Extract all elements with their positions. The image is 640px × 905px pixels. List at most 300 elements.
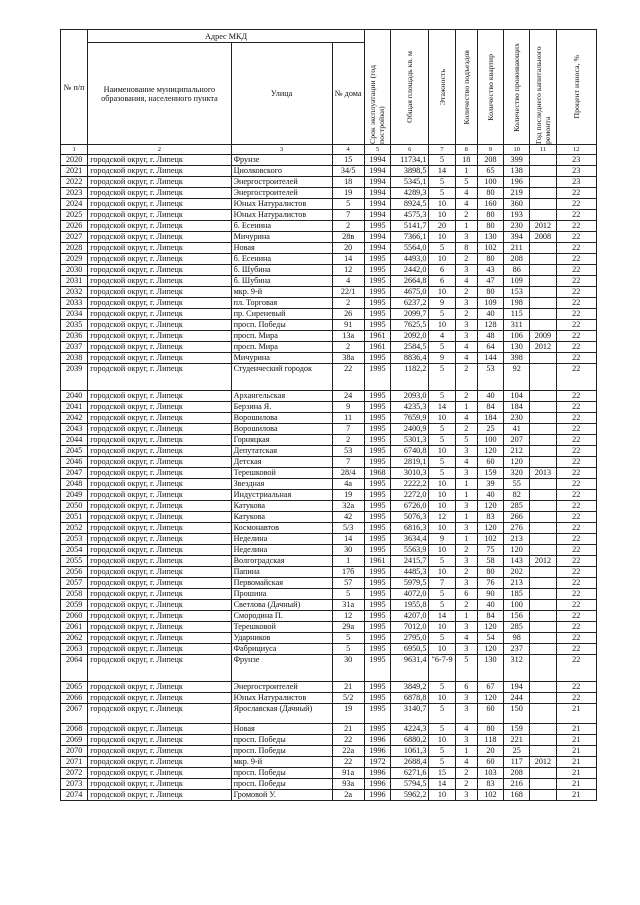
repair-year-cell [530, 402, 556, 413]
municipality-cell: городской округ, г. Липецк [88, 479, 231, 490]
area-cell: 4485,3 [391, 567, 429, 578]
wear-cell: 22 [556, 199, 596, 210]
apartments-cell: 128 [477, 320, 503, 331]
floors-cell: 10 [429, 446, 455, 457]
repair-year-cell [530, 545, 556, 556]
repair-year-cell [530, 779, 556, 790]
residents-cell: 399 [504, 155, 530, 166]
house-cell: 38а [332, 353, 364, 364]
residents-cell: 266 [504, 512, 530, 523]
residents-cell: 150 [504, 704, 530, 724]
apartments-cell: 100 [477, 435, 503, 446]
apartments-cell: 159 [477, 468, 503, 479]
street-cell: Новая [231, 724, 332, 735]
wear-cell: 22 [556, 188, 596, 199]
street-cell: Фабрициуса [231, 644, 332, 655]
year-cell: 1995 [364, 633, 390, 644]
entrances-cell: 4 [455, 342, 477, 353]
area-cell: 3010,3 [391, 468, 429, 479]
year-cell: 1995 [364, 490, 390, 501]
entrances-cell: 6 [455, 682, 477, 693]
apartments-cell: 120 [477, 446, 503, 457]
wear-cell: 22 [556, 287, 596, 298]
row-number: 2035 [61, 320, 88, 331]
house-cell: 20 [332, 243, 364, 254]
floors-cell: 10 [429, 232, 455, 243]
wear-cell: 22 [556, 693, 596, 704]
table-header [61, 30, 597, 155]
street-cell: Архангельская [231, 391, 332, 402]
municipality-cell: городской округ, г. Липецк [88, 556, 231, 567]
repair-year-cell [530, 413, 556, 424]
street-cell: Фрунзе [231, 155, 332, 166]
street-cell: Мичурина [231, 232, 332, 243]
street-cell: Неделина [231, 534, 332, 545]
table-row [61, 523, 597, 534]
house-cell: 1 [332, 556, 364, 567]
municipality-cell: городской округ, г. Липецк [88, 391, 231, 402]
apartments-cell: 54 [477, 633, 503, 644]
municipality-cell: городской округ, г. Липецк [88, 243, 231, 254]
floors-cell: 10 [429, 622, 455, 633]
table-row [61, 221, 597, 232]
municipality-cell: городской округ, г. Липецк [88, 331, 231, 342]
wear-cell: 22 [556, 600, 596, 611]
area-cell: 8836,4 [391, 353, 429, 364]
street-cell: пр. Сиреневый [231, 309, 332, 320]
residents-cell: 115 [504, 309, 530, 320]
municipality-cell: городской округ, г. Липецк [88, 746, 231, 757]
residents-cell: 130 [504, 342, 530, 353]
street-cell: Ворошилова [231, 424, 332, 435]
apartments-cell: 53 [477, 364, 503, 391]
year-cell: 1996 [364, 768, 390, 779]
house-cell: 22/1 [332, 287, 364, 298]
year-cell: 1961 [364, 331, 390, 342]
table-row [61, 644, 597, 655]
apartments-cell: 80 [477, 221, 503, 232]
floors-cell: 5 [429, 435, 455, 446]
house-cell: 14 [332, 534, 364, 545]
area-cell: 2099,7 [391, 309, 429, 320]
repair-year-cell [530, 210, 556, 221]
street-cell: Терешковой [231, 622, 332, 633]
floors-cell: 5 [429, 457, 455, 468]
table-row [61, 534, 597, 545]
municipality-cell: городской округ, г. Липецк [88, 232, 231, 243]
column-number: 5 [364, 145, 390, 155]
floors-cell: 10 [429, 693, 455, 704]
floors-cell: 6 [429, 265, 455, 276]
house-cell: 24 [332, 391, 364, 402]
table-row [61, 768, 597, 779]
wear-cell: 22 [556, 468, 596, 479]
area-cell: 4235,3 [391, 402, 429, 413]
row-number: 2021 [61, 166, 88, 177]
floors-cell: 5 [429, 704, 455, 724]
wear-cell: 22 [556, 457, 596, 468]
area-cell: 1182,2 [391, 364, 429, 391]
floors-cell: 5 [429, 188, 455, 199]
year-cell: 1995 [364, 402, 390, 413]
column-number: 10 [504, 145, 530, 155]
year-cell: 1996 [364, 790, 390, 801]
repair-year-cell [530, 644, 556, 655]
municipality-cell: городской округ, г. Липецк [88, 501, 231, 512]
year-cell: 1995 [364, 600, 390, 611]
table-row [61, 779, 597, 790]
entrances-cell: 4 [455, 353, 477, 364]
street-cell: Терешковой [231, 468, 332, 479]
table-row [61, 556, 597, 567]
apartments-cell: 118 [477, 735, 503, 746]
floors-cell: 14 [429, 779, 455, 790]
repair-year-cell [530, 768, 556, 779]
wear-cell: 22 [556, 309, 596, 320]
entrances-cell: 5 [455, 177, 477, 188]
floors-cell: 5 [429, 243, 455, 254]
year-cell: 1995 [364, 287, 390, 298]
street-cell: Энергостроителей [231, 682, 332, 693]
repair-year-cell [530, 611, 556, 622]
row-number: 2070 [61, 746, 88, 757]
wear-cell: 22 [556, 221, 596, 232]
floors-cell: 5 [429, 600, 455, 611]
entrances-cell: 2 [455, 424, 477, 435]
residents-cell: 196 [504, 177, 530, 188]
floors-cell: 10 [429, 287, 455, 298]
row-number: 2032 [61, 287, 88, 298]
apartments-cell: 40 [477, 391, 503, 402]
residents-cell: 100 [504, 600, 530, 611]
row-number: 2040 [61, 391, 88, 402]
residents-cell: 82 [504, 490, 530, 501]
entrances-cell: 4 [455, 724, 477, 735]
year-cell: 1994 [364, 166, 390, 177]
row-number: 2036 [61, 331, 88, 342]
house-cell: 22 [332, 735, 364, 746]
area-cell: 3849,2 [391, 682, 429, 693]
municipality-cell: городской округ, г. Липецк [88, 435, 231, 446]
row-number: 2071 [61, 757, 88, 768]
floors-cell: 10 [429, 479, 455, 490]
table-row [61, 298, 597, 309]
house-cell: 22 [332, 364, 364, 391]
apartments-cell: 120 [477, 501, 503, 512]
year-cell: 1995 [364, 693, 390, 704]
wear-cell: 22 [556, 232, 596, 243]
street-cell: Энергостроителей [231, 177, 332, 188]
column-number: 12 [556, 145, 596, 155]
house-cell: 34/5 [332, 166, 364, 177]
residents-cell: 311 [504, 320, 530, 331]
floors-cell: 10 [429, 320, 455, 331]
house-cell: 28/4 [332, 468, 364, 479]
apartments-cell: 58 [477, 556, 503, 567]
year-cell: 1995 [364, 391, 390, 402]
table-row [61, 177, 597, 188]
house-cell: 5/3 [332, 523, 364, 534]
house-cell: 5 [332, 589, 364, 600]
row-number: 2069 [61, 735, 88, 746]
residents-cell: 221 [504, 735, 530, 746]
table-row [61, 682, 597, 693]
street-cell: просп. Победы [231, 768, 332, 779]
row-number: 2041 [61, 402, 88, 413]
entrances-cell: 18 [455, 155, 477, 166]
street-cell: просп. Мира [231, 342, 332, 353]
repair-year-cell [530, 724, 556, 735]
municipality-cell: городской округ, г. Липецк [88, 298, 231, 309]
street-cell: просп. Победы [231, 746, 332, 757]
entrances-cell: 3 [455, 320, 477, 331]
repair-year-cell: 2012 [530, 221, 556, 232]
residents-cell: 41 [504, 424, 530, 435]
house-cell: 14 [332, 254, 364, 265]
table-row [61, 342, 597, 353]
floors-cell: 10 [429, 199, 455, 210]
area-cell: 7366,1 [391, 232, 429, 243]
floors-cell: 5 [429, 177, 455, 188]
municipality-cell: городской округ, г. Липецк [88, 693, 231, 704]
residents-cell: 285 [504, 622, 530, 633]
apartments-cell: 102 [477, 534, 503, 545]
municipality-cell: городской округ, г. Липецк [88, 490, 231, 501]
house-cell: 19 [332, 188, 364, 199]
row-number: 2061 [61, 622, 88, 633]
repair-year-cell [530, 309, 556, 320]
street-cell: Мичурина [231, 353, 332, 364]
wear-cell: 22 [556, 446, 596, 457]
wear-cell: 22 [556, 276, 596, 287]
area-cell: 9631,4 [391, 655, 429, 682]
table-row [61, 413, 597, 424]
house-cell: 22 [332, 757, 364, 768]
street-cell: Юных Натуралистов [231, 693, 332, 704]
entrances-cell: 3 [455, 265, 477, 276]
residents-cell: 198 [504, 298, 530, 309]
municipality-cell: городской округ, г. Липецк [88, 199, 231, 210]
header-street: Улица [231, 43, 332, 145]
area-cell: 2272,0 [391, 490, 429, 501]
municipality-cell: городской округ, г. Липецк [88, 682, 231, 693]
floors-cell: 9 [429, 353, 455, 364]
floors-cell: 10 [429, 644, 455, 655]
street-cell: Волгоградская [231, 556, 332, 567]
table-row [61, 457, 597, 468]
table-row [61, 320, 597, 331]
wear-cell: 22 [556, 413, 596, 424]
wear-cell: 22 [556, 644, 596, 655]
area-cell: 6950,5 [391, 644, 429, 655]
repair-year-cell [530, 188, 556, 199]
municipality-cell: городской округ, г. Липецк [88, 457, 231, 468]
municipality-cell: городской округ, г. Липецк [88, 188, 231, 199]
repair-year-cell: 2009 [530, 331, 556, 342]
row-number: 2039 [61, 364, 88, 391]
column-number: 7 [429, 145, 455, 155]
repair-year-cell [530, 320, 556, 331]
year-cell: 1995 [364, 309, 390, 320]
floors-cell: 14 [429, 166, 455, 177]
table-row [61, 402, 597, 413]
municipality-cell: городской округ, г. Липецк [88, 600, 231, 611]
house-cell: 53 [332, 446, 364, 457]
year-cell: 1995 [364, 265, 390, 276]
table-row [61, 589, 597, 600]
year-cell: 1995 [364, 254, 390, 265]
repair-year-cell [530, 276, 556, 287]
repair-year-cell [530, 589, 556, 600]
house-cell: 21 [332, 682, 364, 693]
house-cell: 4а [332, 479, 364, 490]
repair-year-cell [530, 746, 556, 757]
table-row [61, 391, 597, 402]
wear-cell: 22 [556, 611, 596, 622]
entrances-cell: 4 [455, 413, 477, 424]
wear-cell: 22 [556, 320, 596, 331]
area-cell: 5345,1 [391, 177, 429, 188]
entrances-cell: 4 [455, 188, 477, 199]
floors-cell: "6-7-9 [429, 655, 455, 682]
floors-cell: 5 [429, 342, 455, 353]
row-number: 2030 [61, 265, 88, 276]
wear-cell: 21 [556, 724, 596, 735]
area-cell: 2400,9 [391, 424, 429, 435]
floors-cell: 5 [429, 682, 455, 693]
entrances-cell: 3 [455, 693, 477, 704]
year-cell: 1996 [364, 779, 390, 790]
year-cell: 1995 [364, 413, 390, 424]
house-cell: 17б [332, 567, 364, 578]
floors-cell: 5 [429, 589, 455, 600]
municipality-cell: городской округ, г. Липецк [88, 424, 231, 435]
residents-cell: 244 [504, 693, 530, 704]
apartments-cell: 80 [477, 567, 503, 578]
year-cell: 1996 [364, 735, 390, 746]
residents-cell: 55 [504, 479, 530, 490]
row-number: 2024 [61, 199, 88, 210]
area-cell: 5141,7 [391, 221, 429, 232]
floors-cell: 10 [429, 790, 455, 801]
repair-year-cell [530, 353, 556, 364]
residents-cell: 212 [504, 446, 530, 457]
street-cell: пл. Торговая [231, 298, 332, 309]
apartments-cell: 84 [477, 402, 503, 413]
row-number: 2050 [61, 501, 88, 512]
area-cell: 2664,8 [391, 276, 429, 287]
residents-cell: 194 [504, 682, 530, 693]
entrances-cell: 3 [455, 644, 477, 655]
wear-cell: 22 [556, 391, 596, 402]
floors-cell: 5 [429, 391, 455, 402]
row-number: 2044 [61, 435, 88, 446]
row-number: 2052 [61, 523, 88, 534]
residents-cell: 143 [504, 556, 530, 567]
repair-year-cell [530, 534, 556, 545]
repair-year-cell [530, 298, 556, 309]
repair-year-cell [530, 243, 556, 254]
residents-cell: 156 [504, 611, 530, 622]
street-cell: б. Шубина [231, 276, 332, 287]
entrances-cell: 3 [455, 735, 477, 746]
street-cell: Ударников [231, 633, 332, 644]
residents-cell: 320 [504, 468, 530, 479]
municipality-cell: городской округ, г. Липецк [88, 589, 231, 600]
table-row [61, 545, 597, 556]
street-cell: Студенческий городок [231, 364, 332, 391]
entrances-cell: 3 [455, 298, 477, 309]
house-cell: 2 [332, 342, 364, 353]
area-cell: 1955,8 [391, 600, 429, 611]
apartments-cell: 84 [477, 611, 503, 622]
municipality-cell: городской округ, г. Липецк [88, 655, 231, 682]
wear-cell: 22 [556, 490, 596, 501]
table-row [61, 166, 597, 177]
header-municipality: Наименование муниципального образования, населенного пункта [88, 43, 231, 145]
apartments-cell: 102 [477, 790, 503, 801]
wear-cell: 22 [556, 682, 596, 693]
floors-cell: 5 [429, 309, 455, 320]
year-cell: 1961 [364, 556, 390, 567]
apartments-cell: 160 [477, 199, 503, 210]
entrances-cell: 4 [455, 457, 477, 468]
house-cell: 5 [332, 633, 364, 644]
residents-cell: 394 [504, 232, 530, 243]
repair-year-cell [530, 177, 556, 188]
area-cell: 5076,3 [391, 512, 429, 523]
apartments-cell: 83 [477, 512, 503, 523]
row-number: 2065 [61, 682, 88, 693]
table-row [61, 490, 597, 501]
municipality-cell: городской округ, г. Липецк [88, 704, 231, 724]
floors-cell: 5 [429, 424, 455, 435]
wear-cell: 21 [556, 746, 596, 757]
entrances-cell: 2 [455, 600, 477, 611]
repair-year-cell [530, 735, 556, 746]
residents-cell: 208 [504, 768, 530, 779]
header-apartments: Количество квартир [477, 30, 503, 145]
apartments-cell: 47 [477, 276, 503, 287]
wear-cell: 22 [556, 589, 596, 600]
entrances-cell: 2 [455, 545, 477, 556]
row-number: 2042 [61, 413, 88, 424]
year-cell: 1995 [364, 545, 390, 556]
municipality-cell: городской округ, г. Липецк [88, 353, 231, 364]
apartments-cell: 48 [477, 331, 503, 342]
street-cell: Юных Натуралистов [231, 210, 332, 221]
apartments-cell: 144 [477, 353, 503, 364]
year-cell: 1995 [364, 682, 390, 693]
row-number: 2038 [61, 353, 88, 364]
floors-cell: 5 [429, 364, 455, 391]
row-number: 2055 [61, 556, 88, 567]
wear-cell: 22 [556, 435, 596, 446]
table-row [61, 446, 597, 457]
floors-cell: 15 [429, 768, 455, 779]
table-row [61, 254, 597, 265]
wear-cell: 21 [556, 790, 596, 801]
street-cell: Энергостроителей [231, 188, 332, 199]
municipality-cell: городской округ, г. Липецк [88, 265, 231, 276]
repair-year-cell [530, 523, 556, 534]
house-cell: 32а [332, 501, 364, 512]
municipality-cell: городской округ, г. Липецк [88, 287, 231, 298]
wear-cell: 23 [556, 155, 596, 166]
entrances-cell: 3 [455, 622, 477, 633]
area-cell: 2222,2 [391, 479, 429, 490]
wear-cell: 22 [556, 633, 596, 644]
